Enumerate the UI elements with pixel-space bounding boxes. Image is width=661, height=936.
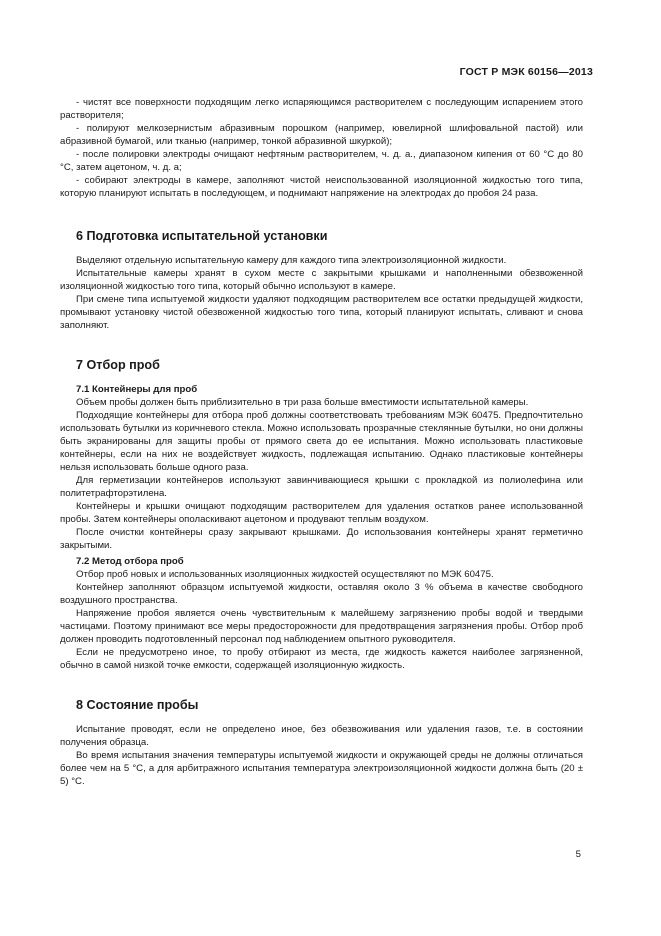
section-8-heading: 8 Состояние пробы	[76, 698, 199, 712]
section-7-heading: 7 Отбор проб	[76, 358, 160, 372]
list-item: - после полировки электроды очищают нефтяным растворителем, ч. д. а., диапазоном кипения от 60 °С до 80 °С, затем ацетоном, ч. д. а;	[60, 149, 583, 173]
paragraph: Объем пробы должен быть приблизительно в три раза больше вместимости испытательной камеры.	[76, 397, 529, 408]
intro-list	[60, 96, 583, 200]
paragraph: Во время испытания значения температуры испытуемой жидкости и окружающей среды не должны отличаться более чем на 5 °С, а для арбитражного испытания температура электроизоляционной жидкости должна быть (20 ± 5) °С.	[60, 750, 583, 787]
list-item: - чистят все поверхности подходящим легко испаряющимся растворителем с последующим испарением этого растворителя;	[60, 97, 583, 121]
page-number: 5	[575, 849, 581, 860]
paragraph: Если не предусмотрено иное, то пробу отбирают из места, где жидкость кажется наиболее загрязненной, обычно в самой низкой точке емкости, содержащей изоляционную жидкость.	[60, 647, 583, 671]
standard-header: ГОСТ Р МЭК 60156—2013	[459, 66, 593, 78]
subsection-7-2-heading: 7.2 Метод отбора проб	[76, 556, 184, 567]
list-item: - собирают электроды в камере, заполняют чистой неиспользованной изоляционной жидкостью того типа, которую планируют испытать в последующем, и поднимают напряжение на электродах до пробоя 24 раза.	[60, 175, 583, 199]
paragraph: Напряжение пробоя является очень чувствительным к малейшему загрязнению пробы водой и твердыми частицами. Поэтому принимают все меры предосторожности для предотвращения загрязнения пробы. Отбор проб должен проводить подготовленный персонал под наблюдением опытного руководителя.	[60, 608, 583, 645]
subsection-7-1-heading: 7.1 Контейнеры для проб	[76, 384, 198, 395]
paragraph: После очистки контейнеры сразу закрывают крышками. До использования контейнеры хранят герметично закрытыми.	[60, 527, 583, 551]
paragraph: Контейнеры и крышки очищают подходящим растворителем для удаления остатков ранее использованной пробы. Затем контейнеры ополаскивают ацетоном и продувают теплым воздухом.	[60, 501, 583, 525]
paragraph: Отбор проб новых и использованных изоляционных жидкостей осуществляют по МЭК 60475.	[76, 569, 494, 580]
paragraph: Подходящие контейнеры для отбора проб должны соответствовать требованиям МЭК 60475. Предпочтительно использовать бутылки из коричневого стекла. Можно использовать прозрачные стеклянные бутылки, но они должны быть экранированы для защиты пробы от прямого света до ее испытания. Можно использовать пластиковые контейнеры, если на них не воздействует жидкость, подлежащая испытанию. Однако пластиковые контейнеры нельзя использовать больше одного раза.	[60, 410, 583, 473]
list-item: - полируют мелкозернистым абразивным порошком (например, ювелирной шлифовальной пастой) или абразивной бумагой, или тканью (например, тонкой абразивной шкуркой);	[60, 123, 583, 147]
paragraph: Для герметизации контейнеров используют завинчивающиеся крышки с прокладкой из полиолефина или политетрафторэтилена.	[60, 475, 583, 499]
section-6-heading: 6 Подготовка испытательной установки	[76, 229, 328, 243]
paragraph: Выделяют отдельную испытательную камеру для каждого типа электроизоляционной жидкости.	[76, 255, 507, 266]
page-content	[60, 96, 583, 788]
paragraph: Испытательные камеры хранят в сухом месте с закрытыми крышками и наполненными обезвоженной изоляционной жидкостью того типа, который обычно используют в камере.	[60, 268, 583, 292]
paragraph: При смене типа испытуемой жидкости удаляют подходящим растворителем все остатки предыдущей жидкости, промывают установку чистой обезвоженной жидкостью того типа, который планируют испытать, сливают и снова заполняют.	[60, 294, 583, 331]
paragraph: Испытание проводят, если не определено иное, без обезвоживания или удаления газов, т.е. в состоянии получения образца.	[60, 724, 583, 748]
paragraph: Контейнер заполняют образцом испытуемой жидкости, оставляя около 3 % объема в качестве свободного воздушного пространства.	[60, 582, 583, 606]
